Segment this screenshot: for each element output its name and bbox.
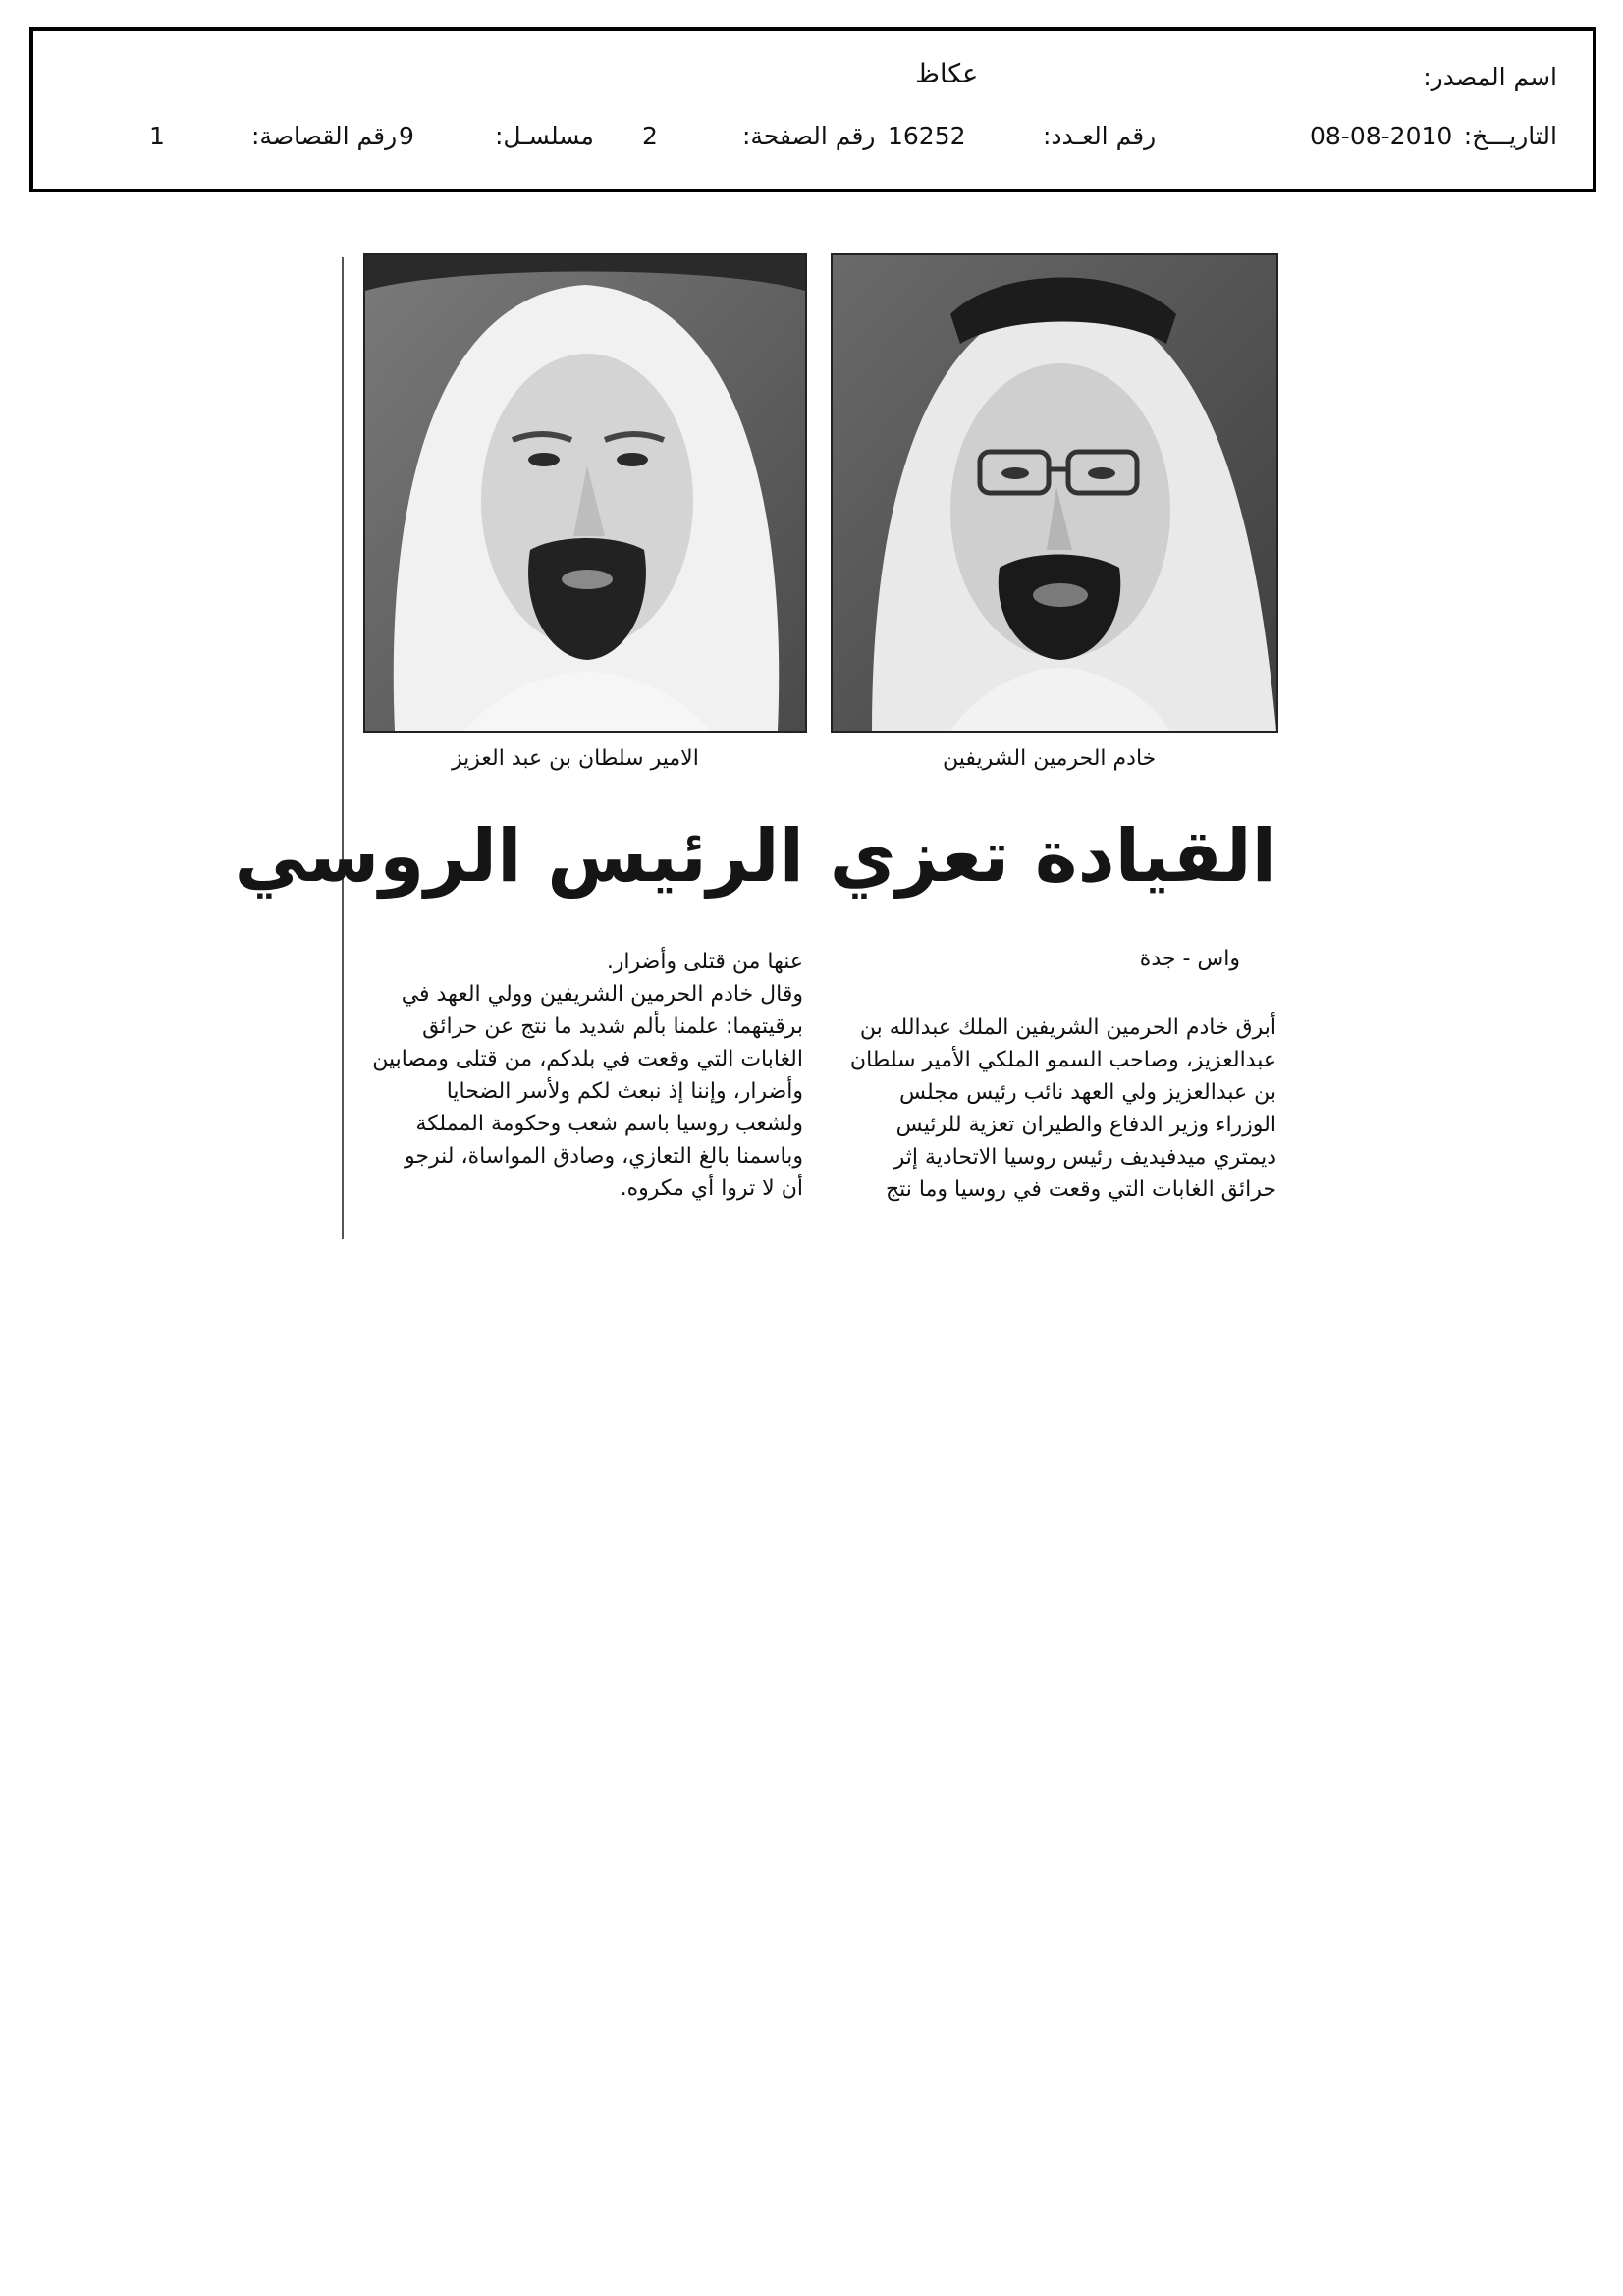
photo-caption-crown-prince: الامير سلطان بن عبد العزيز (452, 746, 699, 771)
article-headline: القيادة تعزي الرئيس الروسي (234, 814, 1276, 899)
article-line: بن عبدالعزيز ولي العهد نائب رئيس مجلس (898, 1080, 1276, 1105)
clipping-metadata-box (29, 27, 1596, 192)
article-column-right (835, 1011, 1276, 1206)
clip-label: رقم القصاصة: (251, 122, 398, 150)
serial-value: 9 (399, 122, 414, 150)
article-dateline: واس - جدة (1139, 947, 1240, 971)
article-line: أن لا تروا أي مكروه. (620, 1176, 803, 1201)
article-line: حرائق الغابات التي وقعت في روسيا وما نتج (885, 1177, 1276, 1202)
article-line: وباسمنا بالغ التعازي، وصادق المواساة، لنرجو (405, 1144, 803, 1169)
clipping-edge-rule (342, 257, 344, 1239)
article-line: أبرق خادم الحرمين الشريفين الملك عبدالله بن (859, 1015, 1276, 1040)
source-value: عكاظ (915, 59, 979, 89)
article-line: عبدالعزيز، وصاحب السمو الملكي الأمير سلطان (849, 1048, 1276, 1072)
article-line: ديمتري ميدفيديف رئيس روسيا الاتحادية إثر (893, 1145, 1276, 1170)
issue-label: رقم العـدد: (1043, 122, 1157, 150)
issue-value: 16252 (888, 122, 966, 150)
page-value: 2 (642, 122, 658, 150)
page-label: رقم الصفحة: (742, 122, 876, 150)
source-label: اسم المصدر: (1423, 63, 1557, 91)
article-line: عنها من قتلى وأضرار. (606, 950, 803, 974)
serial-label: مسلسـل: (495, 122, 594, 150)
article-line: وقال خادم الحرمين الشريفين وولي العهد في (401, 982, 803, 1007)
date-value: 08-08-2010 (1310, 122, 1453, 150)
date-label: التاريـــخ: (1463, 122, 1557, 150)
clip-value: 1 (149, 122, 165, 150)
article-line: الغابات التي وقعت في بلدكم، من قتلى ومصابين (372, 1047, 803, 1071)
photo-crown-prince (363, 253, 807, 733)
portrait-image (365, 255, 805, 731)
photo-king (831, 253, 1278, 733)
article-line: وأضرار، وإننا إذ نبعث لكم ولأسر الضحايا (446, 1079, 803, 1104)
article-line: ولشعب روسيا باسم شعب وحكومة المملكة (415, 1112, 803, 1136)
article-line: الوزراء وزير الدفاع والطيران تعزية للرئيس (895, 1113, 1276, 1137)
article-line: برقيتهما: علمنا بألم شديد ما نتج عن حرائق (422, 1014, 803, 1039)
article-column-left (361, 946, 803, 1205)
photo-caption-king: خادم الحرمين الشريفين (943, 746, 1157, 771)
portrait-image (833, 255, 1276, 731)
